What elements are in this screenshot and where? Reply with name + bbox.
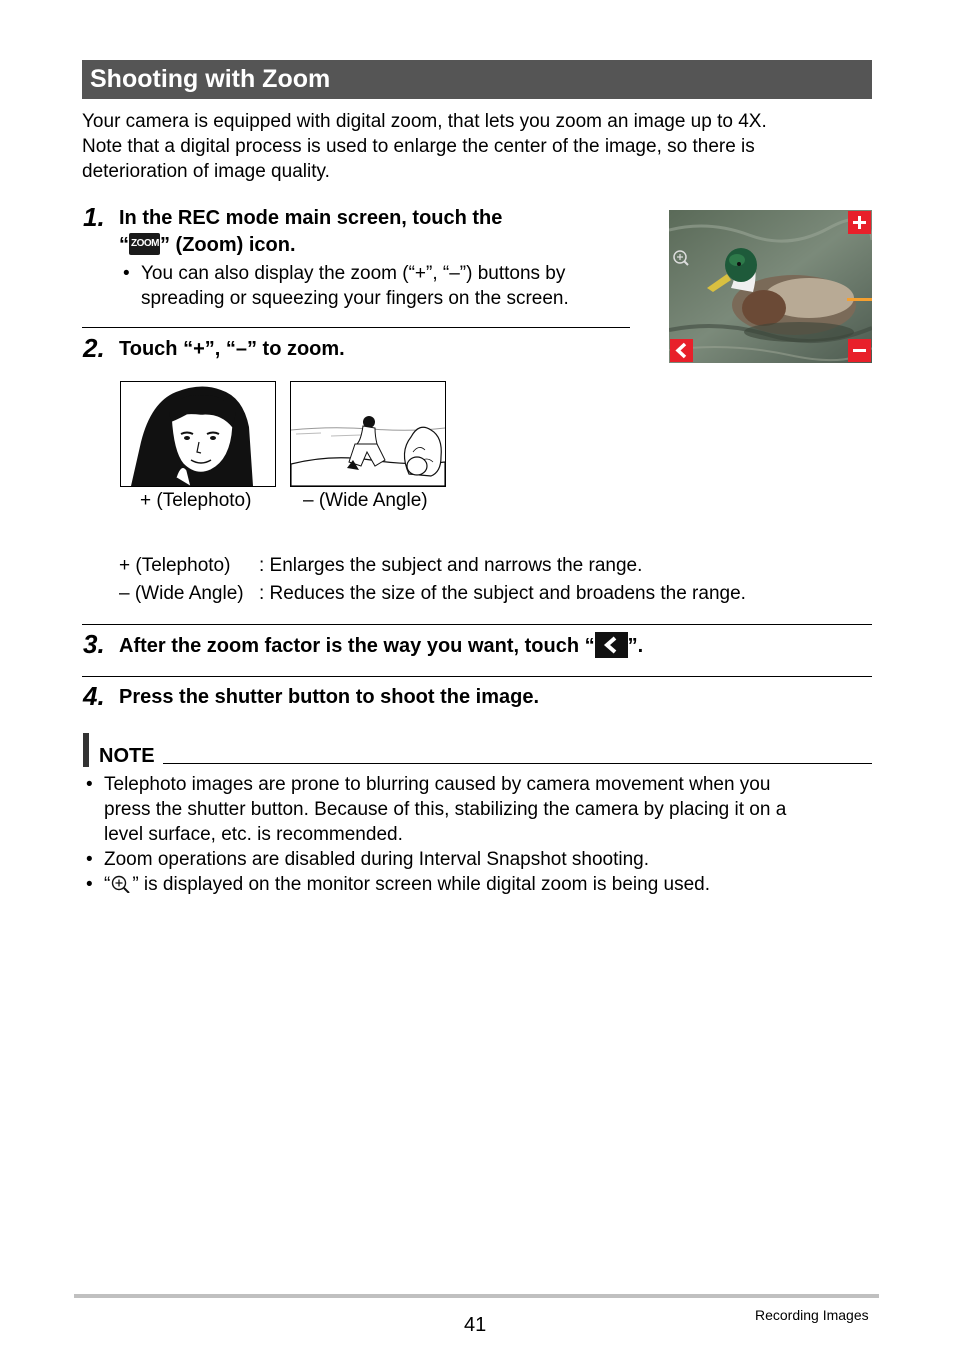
step-1-divider bbox=[82, 327, 630, 328]
step-3-number: 3. bbox=[83, 629, 105, 659]
wide-angle-term: – (Wide Angle) bbox=[119, 583, 244, 604]
zoom-level-indicator bbox=[847, 298, 872, 301]
note-underline bbox=[163, 763, 872, 764]
step-1-bullet-line-2: spreading or squeezing your fingers on the screen. bbox=[141, 288, 569, 309]
zoom-magnifier-icon bbox=[110, 875, 132, 893]
telephoto-face-drawing bbox=[121, 382, 275, 486]
zoom-icon bbox=[129, 233, 160, 255]
footer-section-label: Recording Images bbox=[755, 1307, 869, 1323]
step-3-text-after: ”. bbox=[627, 635, 644, 657]
back-button bbox=[670, 339, 693, 362]
note-bullet-3-mark: • bbox=[86, 874, 93, 895]
step-1-text-line-2 bbox=[119, 232, 296, 259]
step-1-open-quote: “ bbox=[119, 234, 129, 256]
wide-angle-caption: – (Wide Angle) bbox=[303, 490, 428, 511]
zoom-icon-label: ZOOM bbox=[131, 238, 159, 249]
step-1-zoom-label: ” (Zoom) icon. bbox=[160, 234, 296, 256]
wide-angle-illustration bbox=[290, 381, 446, 487]
telephoto-illustration bbox=[120, 381, 276, 487]
step-1-bullet-mark: • bbox=[123, 263, 130, 284]
note-marker-bar bbox=[83, 733, 89, 767]
intro-line-3: deterioration of image quality. bbox=[82, 161, 330, 182]
telephoto-description: : Enlarges the subject and narrows the range. bbox=[259, 555, 643, 576]
step-1-bullet-line-1: You can also display the zoom (“+”, “–”) buttons by bbox=[141, 263, 566, 284]
footer-rule bbox=[74, 1294, 879, 1298]
note-bullet-1-line-2: press the shutter button. Because of this, stabilizing the camera by placing it on a bbox=[104, 799, 787, 820]
step-3-text-before: After the zoom factor is the way you want, touch “ bbox=[119, 635, 595, 657]
note-bullet-2-text: Zoom operations are disabled during Interval Snapshot shooting. bbox=[104, 849, 650, 870]
note-bullet-3-open-quote: “ bbox=[104, 874, 111, 895]
telephoto-caption: + (Telephoto) bbox=[140, 490, 252, 511]
wide-angle-description: : Reduces the size of the subject and broadens the range. bbox=[259, 583, 746, 604]
step-4-text: Press the shutter button to shoot the image. bbox=[119, 686, 540, 708]
note-bullet-1-line-3: level surface, etc. is recommended. bbox=[104, 824, 403, 845]
step-1-number: 1. bbox=[83, 202, 105, 232]
step-3-divider bbox=[82, 676, 872, 677]
telephoto-term: + (Telephoto) bbox=[119, 555, 231, 576]
page-number: 41 bbox=[464, 1314, 487, 1336]
note-label: NOTE bbox=[99, 745, 155, 767]
note-bullet-3-text bbox=[104, 872, 710, 897]
duck-photo bbox=[669, 210, 872, 363]
intro-line-2: Note that a digital process is used to enlarge the center of the image, so there is bbox=[82, 136, 755, 157]
note-bullet-1-line-1: Telephoto images are prone to blurring caused by camera movement when you bbox=[104, 774, 771, 795]
note-bullet-1-mark: • bbox=[86, 774, 93, 795]
camera-screen-example bbox=[669, 210, 872, 363]
step-4-number: 4. bbox=[83, 681, 105, 711]
intro-line-1: Your camera is equipped with digital zoom, that lets you zoom an image up to 4X. bbox=[82, 111, 767, 132]
wide-angle-scene-drawing bbox=[291, 382, 445, 486]
note-bullet-3-rest: ” is displayed on the monitor screen while digital zoom is being used. bbox=[132, 874, 711, 895]
back-icon bbox=[595, 632, 628, 658]
section-title: Shooting with Zoom bbox=[90, 65, 331, 93]
note-bullet-2-mark: • bbox=[86, 849, 93, 870]
step-2-number: 2. bbox=[83, 333, 105, 363]
step-3-text bbox=[119, 632, 643, 660]
step-2-divider bbox=[82, 624, 872, 625]
step-1-text-line-1: In the REC mode main screen, touch the bbox=[119, 207, 503, 229]
step-2-text: Touch “+”, “–” to zoom. bbox=[119, 338, 345, 360]
